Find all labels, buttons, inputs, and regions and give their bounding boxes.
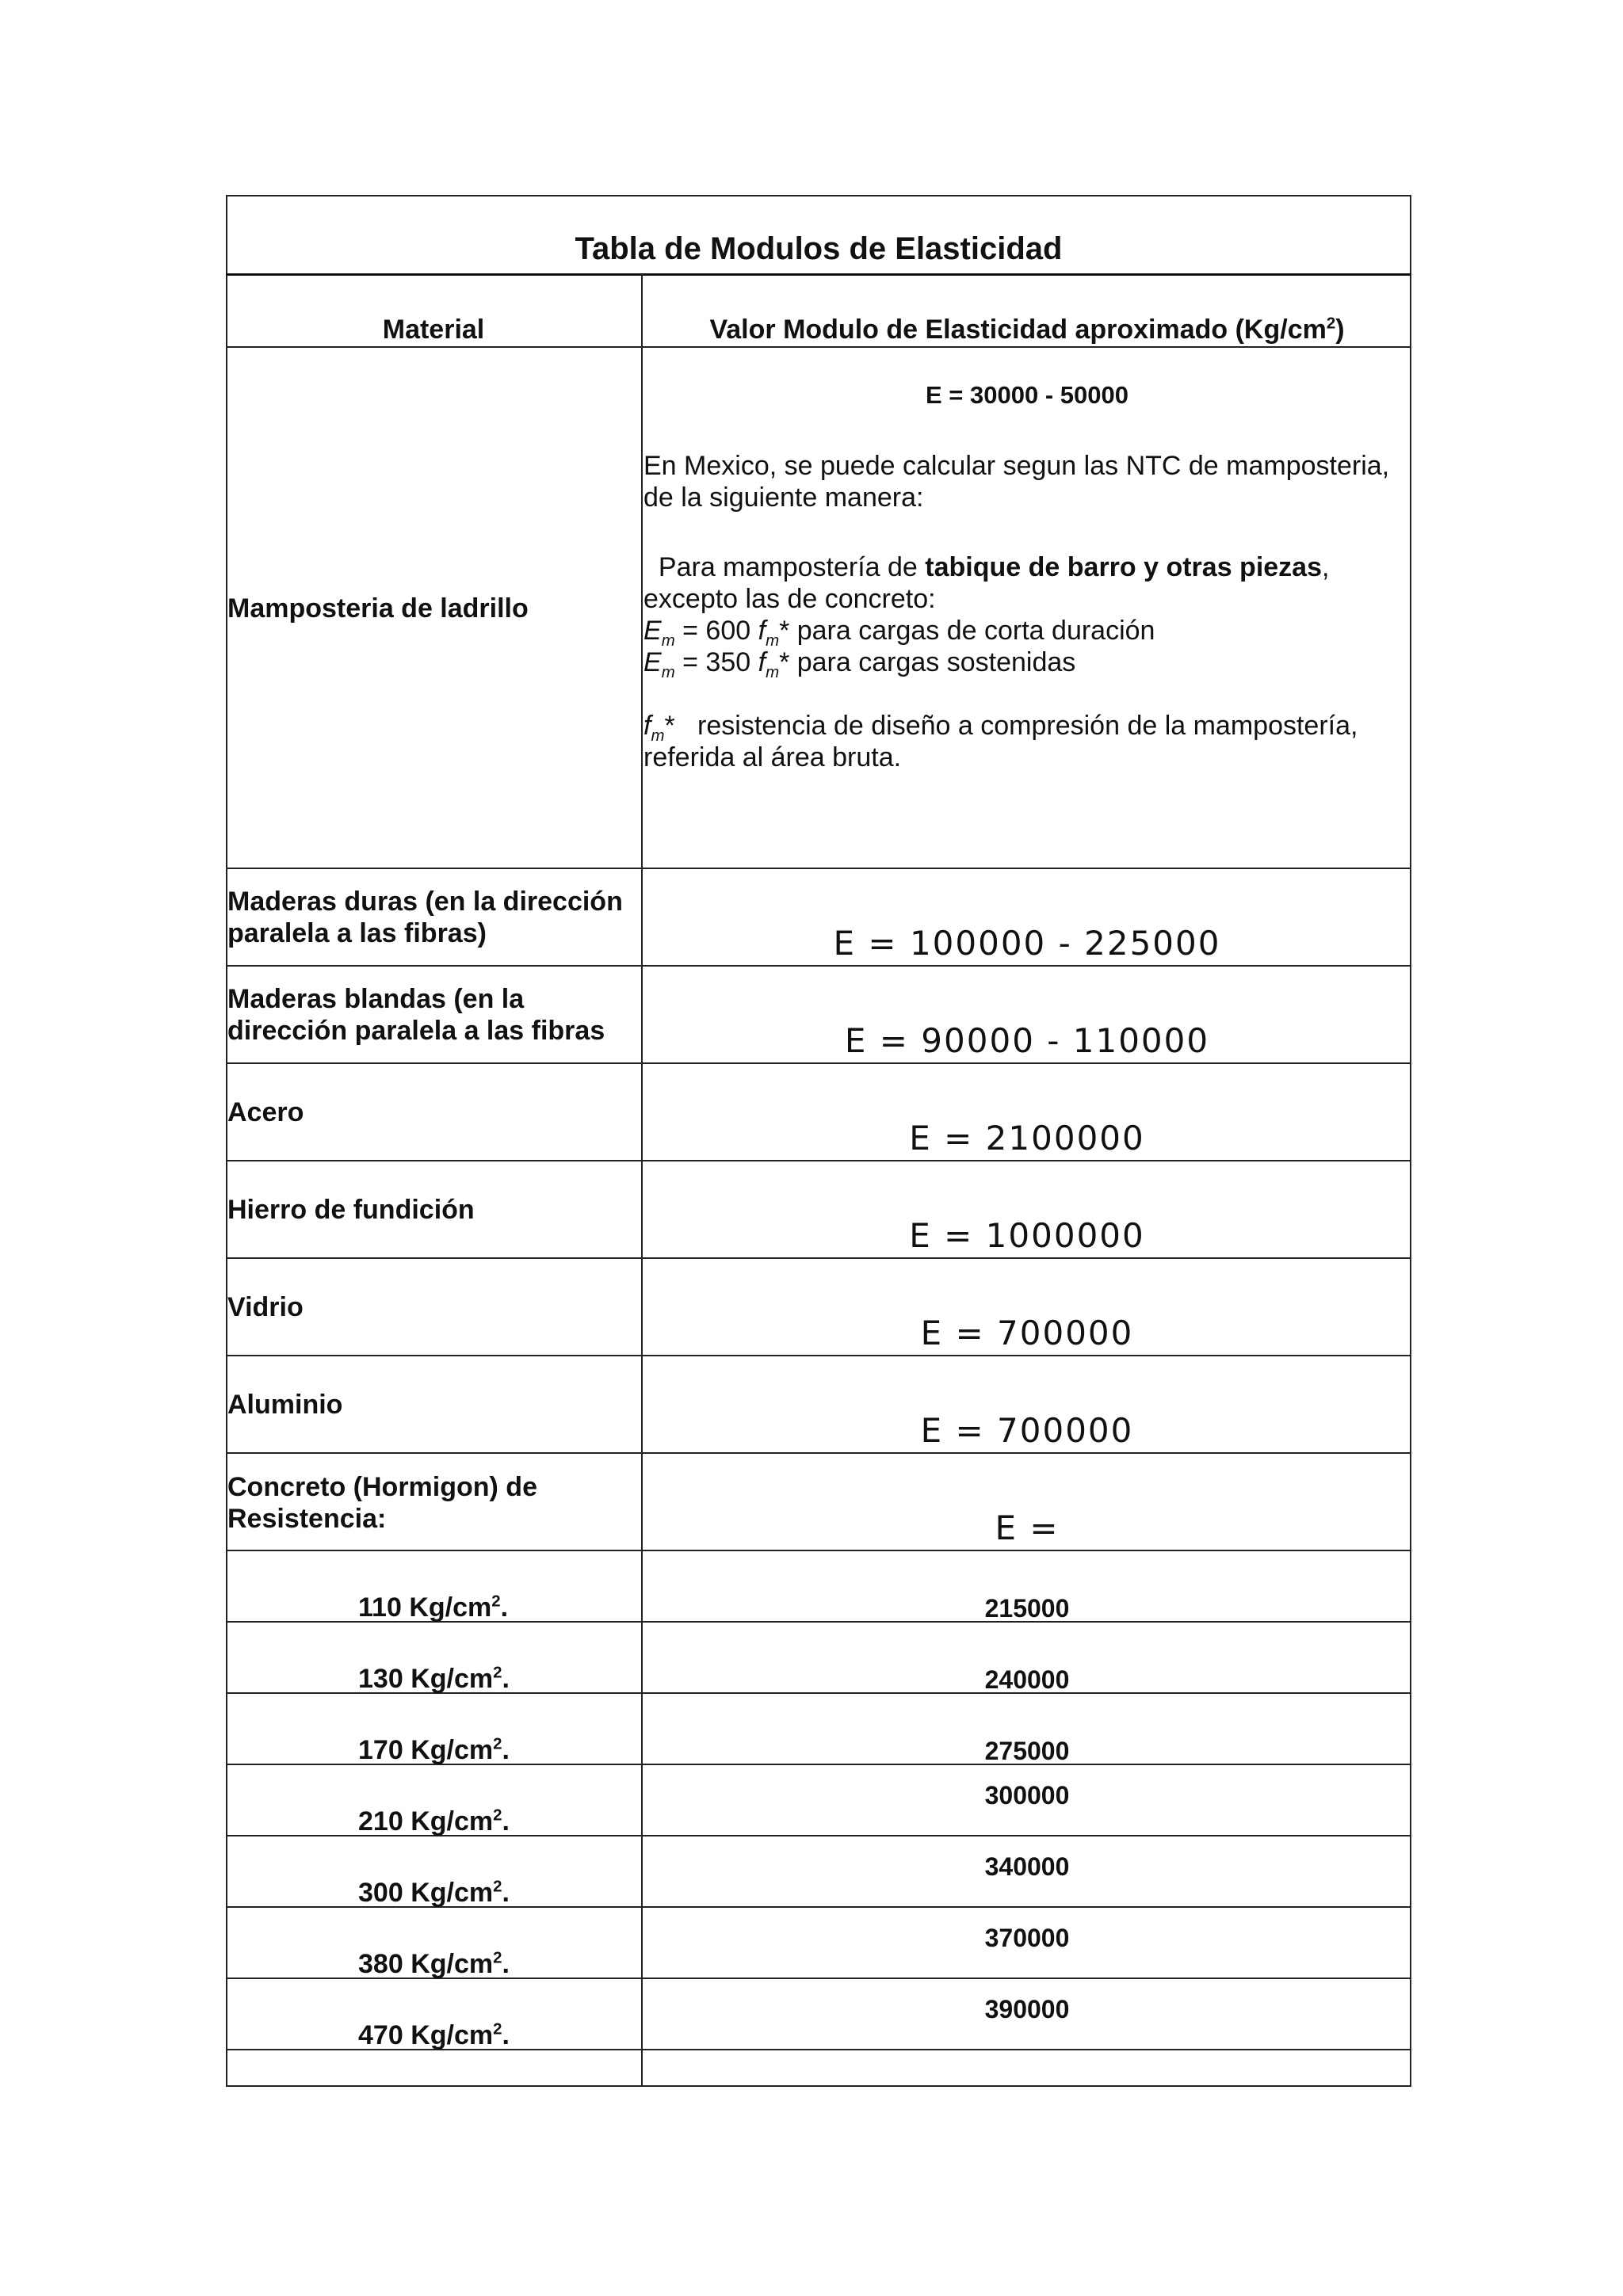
row-divider (226, 868, 1411, 869)
concrete-value-110: 215000 (984, 1594, 1070, 1623)
row-divider (226, 965, 1411, 967)
concrete-strength-110: 110 $Kg/cm^2$. (358, 1592, 509, 1623)
value-aluminum: E = 700000 (920, 1411, 1134, 1450)
formula-sustained: $E_m = 350$ $f_m*$ para cargas sostenidas (643, 647, 1076, 681)
material-steel: Acero (227, 1097, 304, 1127)
row-divider (226, 346, 1411, 348)
row-divider (226, 1160, 1411, 1161)
concrete-strength-210: 210 $Kg/cm^2$. (358, 1806, 510, 1836)
row-divider (226, 1452, 1411, 1454)
masonry-definition: $f_m*$ resistencia de diseño a compresión de la mampostería, referida al área bruta. (643, 711, 1358, 772)
material-aluminum: Aluminio (227, 1390, 343, 1420)
concrete-value-210: 300000 (984, 1781, 1070, 1810)
masonry-intro: En Mexico, se puede calcular segun las NTC de mamposteria, de la siguiente manera: (643, 451, 1390, 513)
row-divider (226, 1062, 1411, 1064)
masonry-clay-block: Para mampostería de tabique de barro y otras piezas, excepto las de concreto: $E_m = 600$ $f_m*$ para cargas de corta duración $E_m = 350$ $f_m*$ para cargas sostenidas (643, 551, 1409, 678)
concrete-value-380: 370000 (984, 1924, 1070, 1952)
masonry-range: E = 30000 - 50000 (926, 381, 1128, 409)
material-glass: Vidrio (227, 1292, 304, 1322)
value-cast-iron: E = 1000000 (909, 1216, 1145, 1255)
concrete-value-300: 340000 (984, 1852, 1070, 1881)
row-divider (226, 1550, 1411, 1551)
concrete-strength-380: 380 $Kg/cm^2$. (358, 1949, 510, 1979)
concrete-value-170: 275000 (984, 1737, 1070, 1765)
concrete-value-470: 390000 (984, 1995, 1070, 2023)
concrete-strength-470: 470 $Kg/cm^2$. (358, 2020, 510, 2050)
row-divider (226, 1257, 1411, 1259)
value-glass: E = 700000 (920, 1314, 1134, 1352)
value-hardwood: E = 100000 - 225000 (833, 924, 1221, 963)
row-divider (226, 1355, 1411, 1356)
concrete-strength-170: 170 $Kg/cm^2$. (358, 1735, 510, 1765)
material-softwood: Maderas blandas (en la dirección paralela a las fibras (227, 984, 605, 1046)
material-concrete: Concreto (Hormigon) de Resistencia: (227, 1472, 537, 1534)
header-value: Valor Modulo de Elasticidad aproximado $(Kg/cm^2)$ (709, 315, 1345, 345)
material-cast-iron: Hierro de fundición (227, 1195, 475, 1225)
value-concrete: E = (995, 1508, 1060, 1547)
material-hardwood: Maderas duras (en la dirección paralela a las fibras) (227, 887, 623, 948)
formula-short-term: $E_m = 600$ $f_m*$ para cargas de corta duración (643, 616, 1155, 650)
material-masonry: Mamposteria de ladrillo (227, 593, 529, 624)
column-divider (641, 274, 643, 2087)
concrete-value-130: 240000 (984, 1665, 1070, 1694)
table-title: Tabla de Modulos de Elasticidad (575, 231, 1063, 266)
header-material: Material (382, 315, 485, 345)
value-steel: E = 2100000 (909, 1119, 1145, 1158)
value-softwood: E = 90000 - 110000 (844, 1021, 1210, 1060)
concrete-strength-300: 300 $Kg/cm^2$. (358, 1878, 510, 1908)
title-divider (226, 273, 1411, 276)
concrete-strength-130: 130 $Kg/cm^2$. (358, 1664, 510, 1694)
